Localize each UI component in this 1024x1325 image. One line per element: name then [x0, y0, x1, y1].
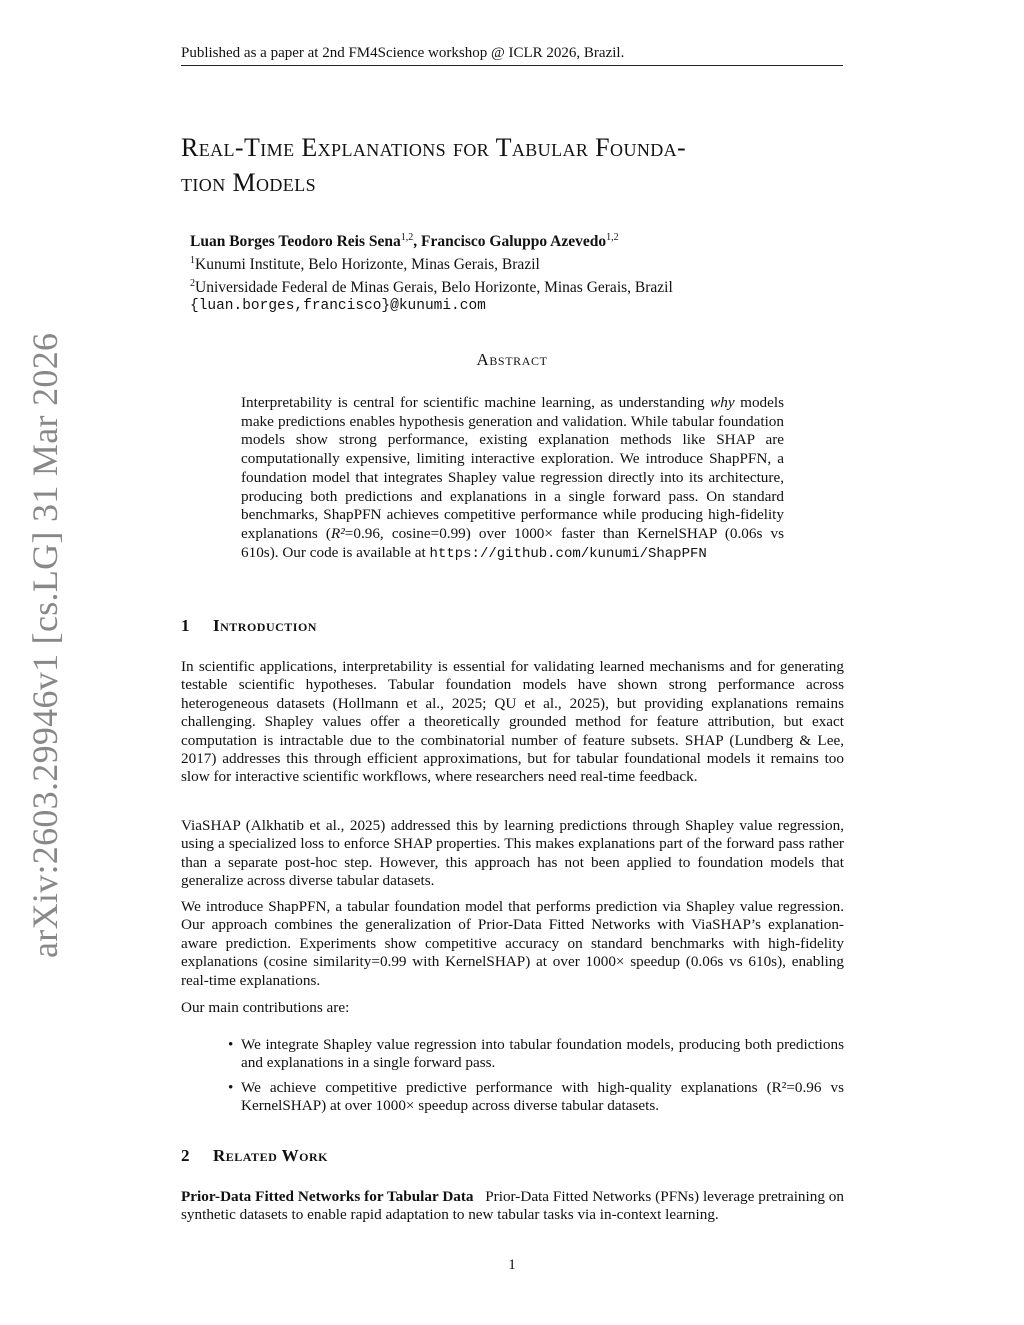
list-item — [228, 1079, 844, 1116]
list-item — [228, 1036, 844, 1073]
intro-paragraph-3: We introduce ShapPFN, a tabular foundation model that performs prediction via Shapley value regression. Our approach combines the generalization of Prior-Data Fitted Networks with ViaSHAP’s explanation-aware prediction. Experiments show competitive accuracy on standard benchmarks with high-fidelity explanations (cosine similarity=0.99 with KernelSHAP) at over 1000× speedup (0.06s vs 610s), enabling real-time explanations. — [181, 898, 844, 989]
related-paragraph-1 — [181, 1188, 844, 1225]
list-item-text: We integrate Shapley value regression into tabular foundation models, producing both predictions and explanations in a single forward pass. — [241, 1036, 844, 1072]
running-header: Published as a paper at 2nd FM4Science workshop @ ICLR 2026, Brazil. — [181, 43, 843, 66]
author-2-affiliation-mark: 1,2 — [606, 232, 619, 243]
abstract-part-2: models make predictions enables hypothesis generation and validation. While tabular foundation models show strong performance, existing explanation methods like SHAP are computationally expensive, limiting interactive exploration. We introduce ShapPFN, a foundation model that integrates Shapley value regression directly into its architecture, producing both predictions and explanations in a single forward pass. On standard benchmarks, ShapPFN achieves competitive performance while producing high-fidelity explanations ( — [241, 394, 785, 542]
author-1-affiliation-mark: 1,2 — [400, 232, 414, 243]
abstract-emphasis: why — [710, 394, 735, 411]
author-separator: , — [413, 233, 421, 251]
intro-paragraph-2: ViaSHAP (Alkhatib et al., 2025) addressed this by learning predictions through Shapley value regression, using a specialized loss to enforce SHAP properties. This makes explanations part of the forward pass rather than a separate post-hoc step. However, this approach has not been applied to foundation models that generalize across diverse tabular datasets. — [181, 817, 844, 890]
intro-paragraph-1: In scientific applications, interpretability is essential for validating learned mechanisms and for generating testable scientific hypotheses. Tabular foundation models have shown strong performance across heterogeneous datasets (Hollmann et al., 2025; QU et al., 2025), but providing explanations remains challenging. Shapley values offer a theoretically grounded method for feature attribution, but exact computation is intractable due to the combinatorial number of feature subsets. SHAP (Lundberg & Lee, 2017) addresses this through efficient approximations, but for tabular foundational models it remains too slow for interactive scientific workflows, where researchers need real-time feedback. — [181, 658, 844, 786]
paragraph-text: Prior-Data Fitted Networks (PFNs) leverage pretraining on synthetic datasets to enable rapid adaptation to new tabular tasks via in-context learning. — [181, 1188, 844, 1224]
title-line-2: tion Models — [181, 168, 317, 197]
author-1: Luan Borges Teodoro Reis Sena — [190, 233, 401, 251]
paper-title — [181, 130, 851, 200]
section-number: 1 — [181, 616, 190, 635]
affiliation-2-text: Universidade Federal de Minas Gerais, Belo Horizonte, Minas Gerais, Brazil — [195, 279, 673, 297]
author-2: Francisco Galuppo Azevedo — [420, 233, 607, 251]
paragraph-run-in-title: Prior-Data Fitted Networks for Tabular Data — [181, 1188, 474, 1205]
abstract-part-1: Interpretability is central for scientific machine learning, as understanding — [241, 394, 711, 411]
author-email: {luan.borges,francisco}@kunumi.com — [190, 298, 486, 315]
code-url-link[interactable]: https://github.com/kunumi/ShapPFN — [429, 545, 707, 562]
abstract-r2-symbol: R² — [330, 524, 345, 542]
abstract-text — [241, 394, 784, 563]
arxiv-sidebar-identifier: arXiv:2603.29946v1 [cs.LG] 31 Mar 2026 — [25, 332, 65, 958]
bullet-icon: • — [228, 1078, 234, 1096]
intro-paragraph-4: Our main contributions are: — [181, 999, 350, 1016]
section-title: Introduction — [213, 616, 317, 635]
section-heading-related-work — [181, 1146, 328, 1166]
author-block — [190, 228, 850, 316]
affiliation-1 — [190, 251, 850, 274]
affiliation-1-text: Kunumi Institute, Belo Horizonte, Minas Gerais, Brazil — [195, 256, 540, 274]
title-line-1: Real-Time Explanations for Tabular Founda- — [181, 133, 687, 162]
page-number: 1 — [508, 1257, 516, 1273]
section-title: Related Work — [213, 1146, 329, 1165]
affiliation-1-mark: 1 — [190, 255, 195, 267]
abstract-heading: Abstract — [476, 350, 548, 369]
section-number: 2 — [181, 1146, 190, 1165]
list-item-text: We achieve competitive predictive performance with high-quality explanations (R²=0.96 vs KernelSHAP) at over 1000× speedup across diverse tabular datasets. — [241, 1078, 844, 1115]
author-names — [190, 228, 850, 251]
abstract-part-3: =0.96, cosine=0.99) over 1000× faster than KernelSHAP (0.06s vs 610s). Our code is available at — [241, 524, 784, 561]
bullet-icon: • — [228, 1036, 234, 1053]
section-heading-introduction — [181, 616, 317, 636]
affiliation-2-mark: 2 — [190, 278, 195, 290]
contributions-list — [228, 1036, 844, 1122]
affiliation-2 — [190, 274, 850, 297]
